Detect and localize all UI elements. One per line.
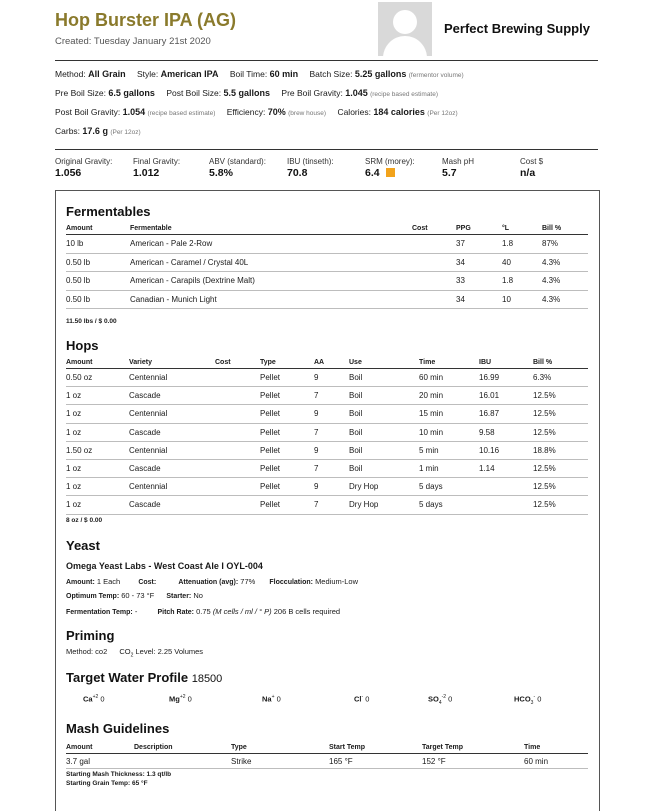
fermentable-row-cell xyxy=(412,290,456,309)
hop-row-cell: 9.58 xyxy=(479,423,533,441)
stats-bar xyxy=(55,157,600,185)
priming-line: Method: co2 $CO_2$ Level: 2.25 Volumes xyxy=(66,647,204,659)
stat-mash-ph: Mash pH 5.7 xyxy=(442,157,475,179)
hop-row-cell: 1 min xyxy=(419,459,479,477)
hop-row xyxy=(66,369,588,387)
post-boil-size-value: 5.5 gallons xyxy=(223,88,271,98)
hop-row-cell: 9 xyxy=(314,441,349,459)
mash-table xyxy=(66,741,588,769)
pre-boil-size-value: 6.5 gallons xyxy=(108,88,155,98)
hop-row-cell: 1 oz xyxy=(66,478,129,496)
hop-row-cell: 7 xyxy=(314,459,349,477)
fermentable-row-cell: 34 xyxy=(456,290,502,309)
hop-row-cell: 18.8% xyxy=(533,441,588,459)
stat-abv: ABV (standard): 5.8% xyxy=(209,157,266,179)
header-divider xyxy=(55,60,598,61)
fermentable-row-cell: 10 lb xyxy=(66,235,130,254)
hop-row-cell xyxy=(215,405,260,423)
hop-row-cell: Boil xyxy=(349,369,419,387)
batch-size-value: 5.25 gallons xyxy=(354,69,407,79)
hop-row xyxy=(66,387,588,405)
hop-row-cell xyxy=(215,387,260,405)
fermentable-row-cell: 40 xyxy=(502,253,542,272)
fermentable-row-cell: American - Carapils (Dextrine Malt) xyxy=(130,272,412,291)
water-cl: Cl- 0 xyxy=(354,694,370,704)
hop-row-cell: Boil xyxy=(349,387,419,405)
post-boil-gravity-value: 1.054 xyxy=(122,107,146,117)
yeast-heading: Yeast xyxy=(66,538,100,553)
mash-row-cell: 60 min xyxy=(524,754,588,769)
yeast-line-3: Fermentation Temp: - Pitch Rate: 0.75 (M cells / ml / ° P) 206 B cells required xyxy=(66,607,341,616)
hop-row-cell: 1 oz xyxy=(66,423,129,441)
hop-row-cell: Pellet xyxy=(260,423,314,441)
fermentable-row xyxy=(66,235,588,254)
avatar xyxy=(378,2,432,56)
water-hco3: $HCO_3^-$ 0 xyxy=(514,694,542,706)
fermentable-row-cell xyxy=(412,235,456,254)
hop-row-cell: Pellet xyxy=(260,441,314,459)
hop-row-cell xyxy=(479,496,533,514)
hop-row-cell: Boil xyxy=(349,423,419,441)
hop-row-cell: 1.50 oz xyxy=(66,441,129,459)
fermentables-table xyxy=(66,222,588,309)
fermentable-row-cell: 0.50 lb xyxy=(66,253,130,272)
mash-thickness: Starting Mash Thickness: 1.3 qt/lb xyxy=(66,771,172,778)
hop-row-cell: 12.5% xyxy=(533,405,588,423)
hop-row-cell: 9 xyxy=(314,405,349,423)
hop-row-cell: Centennial xyxy=(129,369,215,387)
fermentable-row-cell: 4.3% xyxy=(542,253,588,272)
hop-row-cell: Dry Hop xyxy=(349,478,419,496)
hop-row-cell: 5 days xyxy=(419,496,479,514)
priming-heading: Priming xyxy=(66,628,115,643)
hop-row-cell: 5 days xyxy=(419,478,479,496)
hop-row-cell: 12.5% xyxy=(533,423,588,441)
hop-row-cell: 9 xyxy=(314,478,349,496)
hop-row-cell xyxy=(215,496,260,514)
meta-line-1: Method: All Grain Style: American IPA Boil Time: 60 min Batch Size: 5.25 gallons (fermentor volume) xyxy=(55,69,464,79)
hop-row-cell xyxy=(215,423,260,441)
fermentable-row-cell: 1.8 xyxy=(502,235,542,254)
fermentable-row-cell: 0.50 lb xyxy=(66,290,130,309)
hop-row xyxy=(66,459,588,477)
hop-row-cell: Centennial xyxy=(129,405,215,423)
hop-row-cell: 16.87 xyxy=(479,405,533,423)
hop-row-cell: 12.5% xyxy=(533,478,588,496)
mash-header-row: Amount Description Type Start Temp Target Temp Time xyxy=(66,741,588,754)
avatar-body-icon xyxy=(383,36,427,56)
srm-color-swatch xyxy=(386,168,395,177)
fermentable-row xyxy=(66,290,588,309)
hop-row-cell: Cascade xyxy=(129,459,215,477)
hop-row-cell: 12.5% xyxy=(533,496,588,514)
hop-row-cell: Cascade xyxy=(129,387,215,405)
hop-row-cell: 1 oz xyxy=(66,459,129,477)
stats-divider xyxy=(55,149,598,150)
meta-line-4: Carbs: 17.6 g (Per 12oz) xyxy=(55,126,141,136)
meta-line-3: Post Boil Gravity: 1.054 (recipe based estimate) Efficiency: 70% (brew house) Calories: 184 calories (Per 12oz) xyxy=(55,107,458,117)
style-value: American IPA xyxy=(160,69,219,79)
method-value: All Grain xyxy=(88,69,126,79)
hop-row xyxy=(66,496,588,514)
hops-total: 8 oz / $ 0.00 xyxy=(66,517,103,524)
fermentable-row-cell: 4.3% xyxy=(542,272,588,291)
fermentable-row-cell: 4.3% xyxy=(542,290,588,309)
yeast-line-1: Amount: 1 Each Cost: Attenuation (avg): 77% Flocculation: Medium-Low xyxy=(66,577,358,586)
hop-row-cell: 5 min xyxy=(419,441,479,459)
hop-row-cell xyxy=(479,478,533,496)
hop-row-cell: 7 xyxy=(314,496,349,514)
mash-row-cell: 165 °F xyxy=(329,754,422,769)
stat-ibu: IBU (tinseth): 70.8 xyxy=(287,157,334,179)
stat-og: Original Gravity: 1.056 xyxy=(55,157,113,179)
created-date: Created: Tuesday January 21st 2020 xyxy=(55,36,211,47)
hop-row-cell: Centennial xyxy=(129,441,215,459)
hop-row-cell: Pellet xyxy=(260,369,314,387)
efficiency-value: 70% xyxy=(267,107,286,117)
boil-time-value: 60 min xyxy=(269,69,299,79)
fermentable-row-cell: 87% xyxy=(542,235,588,254)
hop-row-cell: Boil xyxy=(349,459,419,477)
hop-row-cell: 10 min xyxy=(419,423,479,441)
stat-srm: SRM (morey): 6.4 xyxy=(365,157,415,179)
yeast-name: Omega Yeast Labs - West Coast Ale I OYL-004 xyxy=(66,561,263,571)
hop-row xyxy=(66,423,588,441)
hops-heading: Hops xyxy=(66,338,99,353)
fermentable-row-cell: 10 xyxy=(502,290,542,309)
mash-row-cell: 152 °F xyxy=(422,754,524,769)
hop-row-cell: Pellet xyxy=(260,387,314,405)
mash-row-cell xyxy=(134,754,231,769)
fermentable-row xyxy=(66,272,588,291)
fermentables-heading: Fermentables xyxy=(66,204,151,219)
hop-row-cell: 1 oz xyxy=(66,496,129,514)
mash-row-cell: 3.7 gal xyxy=(66,754,134,769)
water-heading: Target Water Profile 18500 xyxy=(66,670,223,685)
mash-row-cell: Strike xyxy=(231,754,329,769)
hop-row-cell: 7 xyxy=(314,423,349,441)
hop-row-cell: 7 xyxy=(314,387,349,405)
hop-row-cell xyxy=(215,459,260,477)
water-so4: $SO_4^{-2}$ 0 xyxy=(428,694,453,706)
fermentables-header-row: Amount Fermentable Cost PPG °L Bill % xyxy=(66,222,588,235)
fermentable-row-cell: 0.50 lb xyxy=(66,272,130,291)
hop-row-cell: 20 min xyxy=(419,387,479,405)
hop-row-cell: 0.50 oz xyxy=(66,369,129,387)
hop-row xyxy=(66,405,588,423)
hop-row-cell xyxy=(215,478,260,496)
fermentable-row xyxy=(66,253,588,272)
hop-row-cell: Pellet xyxy=(260,496,314,514)
hop-row-cell: 16.01 xyxy=(479,387,533,405)
hop-row-cell: Cascade xyxy=(129,496,215,514)
water-mg: $Mg^{+2}$ 0 xyxy=(169,694,192,704)
hop-row-cell: 1 oz xyxy=(66,387,129,405)
hops-table xyxy=(66,356,588,515)
fermentable-row-cell: 33 xyxy=(456,272,502,291)
fermentable-row-cell: Canadian - Munich Light xyxy=(130,290,412,309)
yeast-line-2: Optimum Temp: 60 - 73 °F Starter: No xyxy=(66,591,203,600)
avatar-head-icon xyxy=(393,10,417,34)
hop-row-cell xyxy=(215,369,260,387)
hop-row-cell: Boil xyxy=(349,405,419,423)
pre-boil-gravity-value: 1.045 xyxy=(345,88,368,98)
hop-row-cell: Pellet xyxy=(260,459,314,477)
meta-line-2: Pre Boil Size: 6.5 gallons Post Boil Size: 5.5 gallons Pre Boil Gravity: 1.045 (recipe based estimate) xyxy=(55,88,439,98)
supplier-name: Perfect Brewing Supply xyxy=(444,21,590,36)
hop-row-cell: 1 oz xyxy=(66,405,129,423)
fermentable-row-cell: 34 xyxy=(456,253,502,272)
hop-row-cell: 1.14 xyxy=(479,459,533,477)
hop-row-cell: 10.16 xyxy=(479,441,533,459)
recipe-title: Hop Burster IPA (AG) xyxy=(55,10,237,30)
hop-row-cell: Dry Hop xyxy=(349,496,419,514)
hop-row-cell: Boil xyxy=(349,441,419,459)
mash-row xyxy=(66,754,588,769)
fermentable-row-cell: 1.8 xyxy=(502,272,542,291)
hop-row-cell: 9 xyxy=(314,369,349,387)
fermentables-total: 11.50 lbs / $ 0.00 xyxy=(66,318,117,325)
calories-value: 184 calories xyxy=(373,107,425,117)
hop-row-cell: Cascade xyxy=(129,423,215,441)
fermentable-row-cell: American - Caramel / Crystal 40L xyxy=(130,253,412,272)
hop-row-cell: 12.5% xyxy=(533,387,588,405)
carbs-value: 17.6 g xyxy=(82,126,108,136)
mash-heading: Mash Guidelines xyxy=(66,721,170,736)
stat-fg: Final Gravity: 1.012 xyxy=(133,157,181,179)
water-ca: $Ca^{+2}$ 0 xyxy=(83,694,105,704)
hops-header-row: Amount Variety Cost Type AA Use Time IBU Bill % xyxy=(66,356,588,369)
stat-cost: Cost $ n/a xyxy=(520,157,544,179)
hop-row-cell: Pellet xyxy=(260,478,314,496)
hop-row-cell: Pellet xyxy=(260,405,314,423)
hop-row xyxy=(66,478,588,496)
hop-row-cell xyxy=(215,441,260,459)
fermentable-row-cell xyxy=(412,253,456,272)
fermentable-row-cell: 37 xyxy=(456,235,502,254)
fermentable-row-cell xyxy=(412,272,456,291)
hop-row-cell: Centennial xyxy=(129,478,215,496)
hop-row-cell: 6.3% xyxy=(533,369,588,387)
hop-row-cell: 15 min xyxy=(419,405,479,423)
hop-row xyxy=(66,441,588,459)
water-na: Na+ 0 xyxy=(262,694,281,704)
grain-temp: Starting Grain Temp: 65 °F xyxy=(66,780,148,787)
hop-row-cell: 16.99 xyxy=(479,369,533,387)
hop-row-cell: 60 min xyxy=(419,369,479,387)
hop-row-cell: 12.5% xyxy=(533,459,588,477)
fermentable-row-cell: American - Pale 2-Row xyxy=(130,235,412,254)
